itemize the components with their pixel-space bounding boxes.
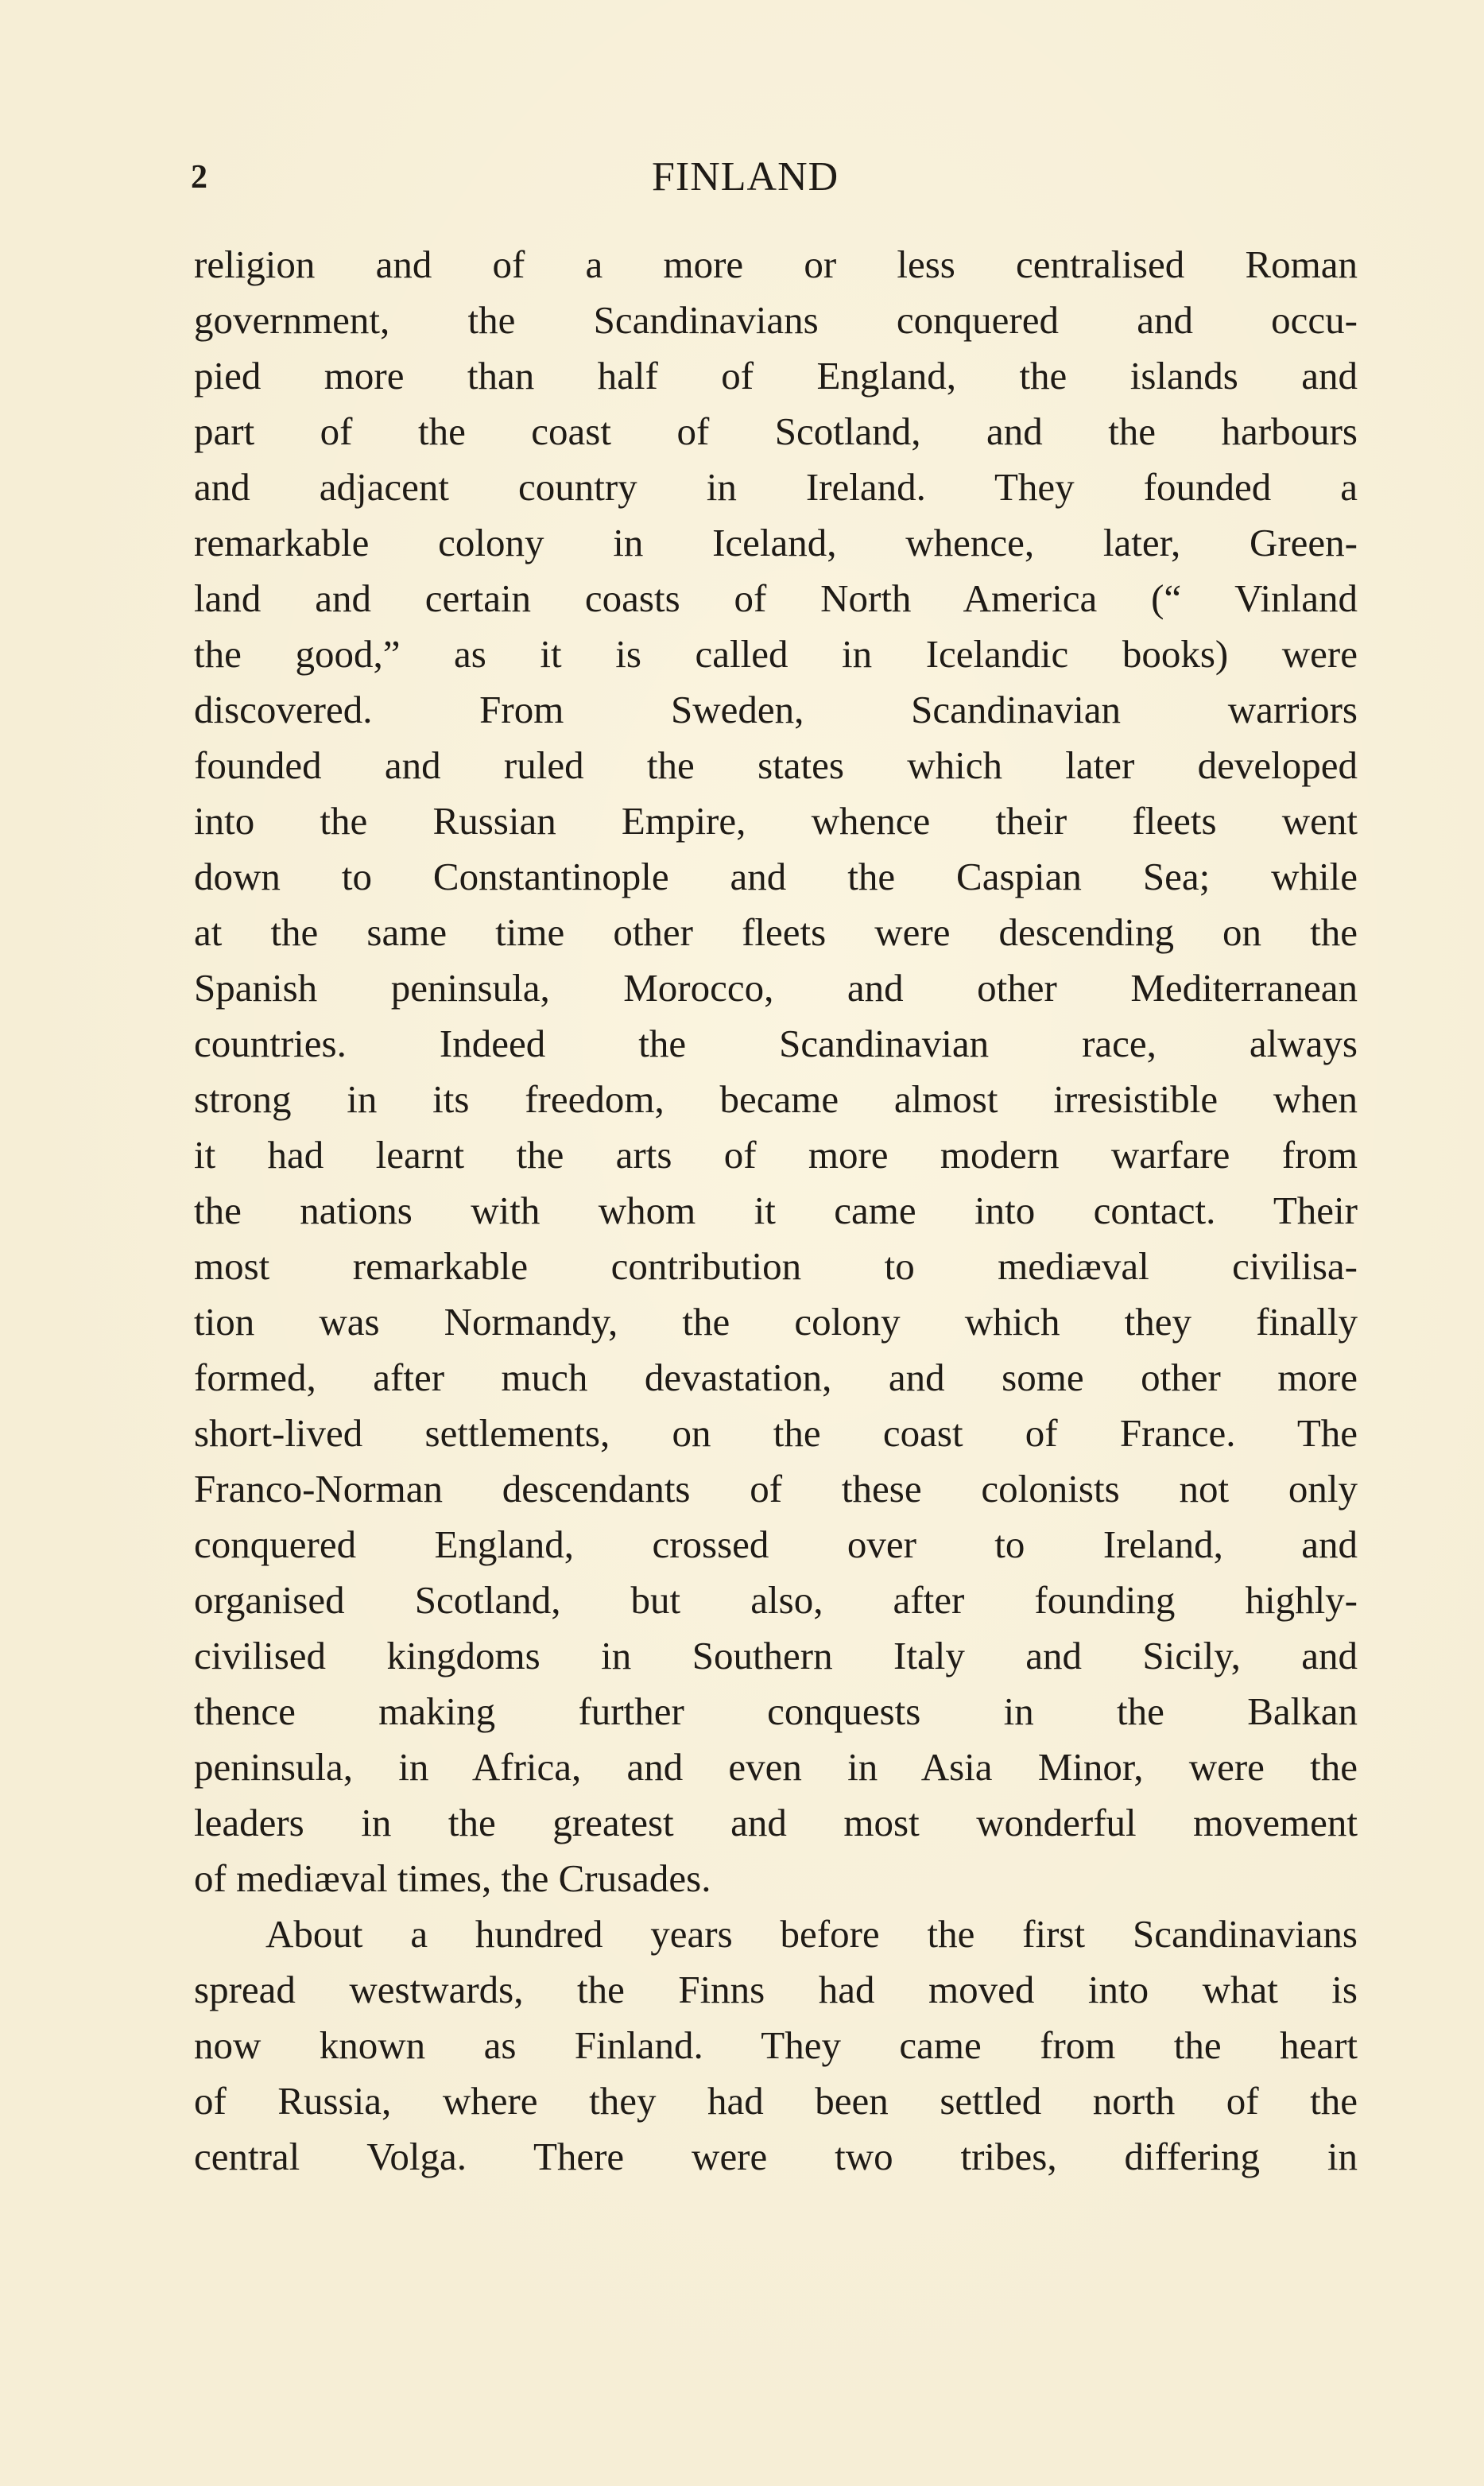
text-line: leaders in the greatest and most wonderful movement — [194, 1801, 1358, 1844]
text-line: religion and of a more or less centralised Roman — [194, 242, 1358, 286]
text-line: strong in its freedom, became almost irresistible when — [194, 1077, 1358, 1121]
text-line: short-lived settlements, on the coast of France. The — [194, 1411, 1358, 1455]
text-line: into the Russian Empire, whence their fleets went — [194, 799, 1358, 843]
text-line: of Russia, where they had been settled north of the — [194, 2079, 1358, 2123]
text-line: countries. Indeed the Scandinavian race, always — [194, 1022, 1358, 1065]
text-line: spread westwards, the Finns had moved into what is — [194, 1968, 1358, 2011]
text-line: formed, after much devastation, and some other more — [194, 1355, 1358, 1399]
running-title: FINLAND — [652, 154, 839, 200]
paragraph-2 — [194, 1906, 1358, 2185]
text-line: the nations with whom it came into contact. Their — [194, 1189, 1358, 1232]
text-line: pied more than half of England, the islands and — [194, 354, 1358, 398]
page-number: 2 — [191, 159, 207, 196]
text-line: down to Constantinople and the Caspian Sea; while — [194, 855, 1358, 898]
text-line: at the same time other fleets were descending on the — [194, 910, 1358, 954]
running-head — [0, 149, 1484, 205]
text-line: thence making further conquests in the Balkan — [194, 1689, 1358, 1733]
text-line: civilised kingdoms in Southern Italy and Sicily, and — [194, 1634, 1358, 1677]
text-line: central Volga. There were two tribes, differing in — [194, 2135, 1358, 2178]
paragraph-1 — [194, 237, 1358, 1906]
text-line: remarkable colony in Iceland, whence, later, Green- — [194, 521, 1358, 564]
text-line: it had learnt the arts of more modern warfare from — [194, 1133, 1358, 1177]
text-line: Franco-Norman descendants of these colonists not only — [194, 1467, 1358, 1511]
text-line: the good,” as it is called in Icelandic books) were — [194, 632, 1358, 676]
text-line: of mediæval times, the Crusades. — [194, 1856, 711, 1900]
text-line: Spanish peninsula, Morocco, and other Mediterranean — [194, 966, 1358, 1010]
text-line: peninsula, in Africa, and even in Asia Minor, were the — [194, 1745, 1358, 1789]
body-text — [194, 237, 1358, 2185]
text-line: land and certain coasts of North America (“ Vinland — [194, 576, 1358, 620]
text-line: part of the coast of Scotland, and the harbours — [194, 409, 1358, 453]
text-line: most remarkable contribution to mediæval civilisa- — [194, 1244, 1358, 1288]
text-line: organised Scotland, but also, after founding highly- — [194, 1578, 1358, 1622]
text-line: government, the Scandinavians conquered and occu- — [194, 298, 1358, 342]
text-line: About a hundred years before the first Scandinavians — [265, 1912, 1358, 1956]
text-line: founded and ruled the states which later developed — [194, 743, 1358, 787]
text-line: discovered. From Sweden, Scandinavian warriors — [194, 688, 1358, 731]
text-line: conquered England, crossed over to Ireland, and — [194, 1522, 1358, 1566]
text-line: tion was Normandy, the colony which they finally — [194, 1300, 1358, 1344]
text-line: now known as Finland. They came from the heart — [194, 2023, 1358, 2067]
text-line: and adjacent country in Ireland. They founded a — [194, 465, 1358, 509]
